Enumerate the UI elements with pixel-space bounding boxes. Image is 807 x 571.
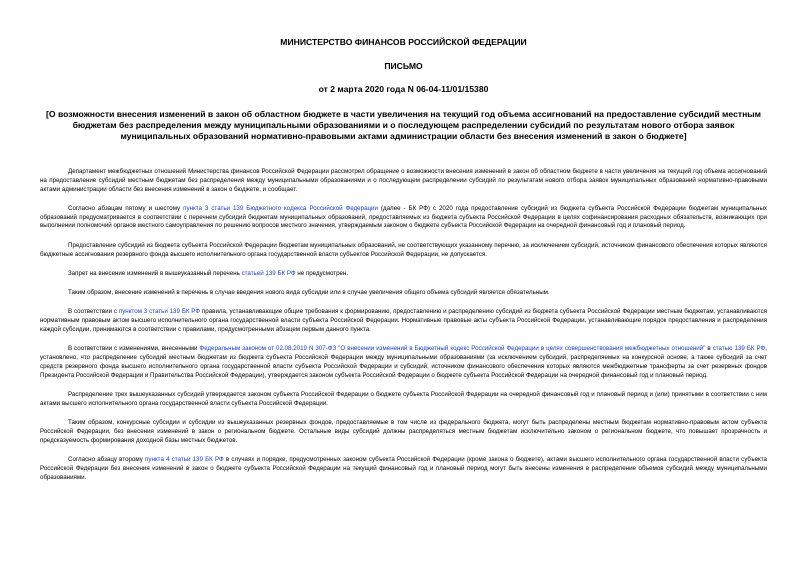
paragraph-text: правила, устанавливающие общие требования к формированию, предоставлению и распределению субсидий из бюджета субъекта Российской Федерации местным бюджетам, устанавливаются нормативным правовым актом высшего исполнительного органа государственной власти субъекта Российской Федерации. Нормативные правовые акты субъекта Российской Федерации, устанавливающие порядок предоставления и распределения каждой субсидии, принимаются в соответствии с правилами, предусмотренными абзацем первым данного пункта. <box>40 308 768 334</box>
date-number-heading: от 2 марта 2020 года N 06-04-11/01/15380 <box>318 84 489 94</box>
paragraph <box>40 289 767 298</box>
ministry-heading: МИНИСТЕРСТВО ФИНАНСОВ РОССИЙСКОЙ ФЕДЕРАЦИИ <box>280 37 527 47</box>
paragraph <box>40 456 767 482</box>
document-body <box>40 168 767 482</box>
paragraph <box>40 242 767 260</box>
paragraph-text: Согласно абзацам пятому и шестому <box>68 204 184 212</box>
paragraph <box>40 345 767 380</box>
paragraph-text: Запрет на внесение изменений в вышеуказанный перечень <box>68 269 242 277</box>
paragraph-text: В соответствии с <box>68 308 119 316</box>
paragraph <box>40 419 767 445</box>
document-subject: [О возможности внесения изменений в закон об областном бюджете в части увеличения на текущий год объема ассигнований на предоставление субсидий местным бюджетам без распределения между муниципальными образованиями и о последующем распределении субсидий по результатам нового отбора заявок муниципальных образований нормативно-правовыми актами администрации области без внесения изменений в закон о бюджете] <box>46 109 761 141</box>
paragraph-text: в случаях и порядке, предусмотренных законом субъекта Российской Федерации (кроме закона о бюджете), актами высшего исполнительного органа государственной власти субъекта Российской Федерации без внесения изменений в закон о бюджете субъекта Российской Федерации на текущий финансовый год и плановый период могут быть внесены изменения в распределение объемов субсидий между муниципальными образованиями. <box>40 456 767 481</box>
paragraph <box>40 205 767 231</box>
paragraph-text: , установлено, что распределение субсидий местным бюджетам из бюджета субъекта Российской Федерации между муниципальными образованиями (за исключением субсидий, распределяемых на конкурсной основе, а также субсидий за счет средств резервного фонда высшего исполнительного органа государственной власти субъекта Российской Федерации и субсидий, источником финансового обеспечения которых являются межбюджетные трансферты за счет резервных фондов Президента Российской Федерации и Правительства Российской Федерации), утверждается законом субъекта Российской Федерации о бюджете субъекта Российской Федерации на очередной финансовый год и плановый период. <box>40 345 767 379</box>
paragraph-text: в <box>705 345 713 353</box>
paragraph-text: Согласно абзацу второму <box>68 456 146 464</box>
paragraph-text: Предоставление субсидий из бюджета субъекта Российской Федерации бюджетам муниципальных образований, не соответствующих указанному перечню, за исключением субсидий, источником финансового обеспечения которых являются бюджетные ассигнования резервного фонда высшего исполнительного органа государственной власти субъектов Российской Федерации, не допускается. <box>40 241 767 258</box>
paragraph-text: (далее - БК РФ) с 2020 года предоставление субсидий из бюджета субъекта Российской Федерации бюджетам муниципальных образований предусматривается в соответствии с перечнем субсидий бюджетам муниципальных образований, предоставляемых из бюджета субъекта Российской Федерации в целях софинансирования расходных обязательств, возникающих при выполнении полномочий органов местного самоуправления по решению вопросов местного значения, утверждаемым законом о бюджете субъекта Российской Федерации на очередной финансовый год и плановый период. <box>40 204 767 230</box>
paragraph <box>40 168 767 194</box>
document-link[interactable]: Федеральным законом от 02.08.2019 N 307-ФЗ "О внесении изменений в Бюджетный кодекс Российской Федерации в целях совершенствования межбюджетных отношений" <box>199 345 706 353</box>
paragraph <box>40 391 767 409</box>
paragraph-text: не предусмотрен. <box>295 269 349 277</box>
paragraph <box>40 308 767 334</box>
paragraph-text: Таким образом, конкурсные субсидии и субсидии из вышеуказанных резервных фондов, предоставляемые в том числе из федерального бюджета, могут быть распределены местным бюджетам нормативно-правовым актом субъекта Российской Федерации, без внесения изменений в закон о региональном бюджете. Остальные виды субсидий должны распределяться местным бюджетам исключительно законом о региональном бюджете, что повышает прозрачность и предсказуемость формирования доходной базы местных бюджетов. <box>40 419 767 444</box>
paragraph-text: В соответствии с изменениями, внесенными <box>68 345 200 353</box>
paragraph-text: Распределение трех вышеуказанных субсидий утверждается законом субъекта Российской Федерации о бюджете субъекта Российской Федерации на очередной финансовый год и плановый период и (или) принятыми в соответствии с ним актами высшего исполнительного органа государственной власти субъекта Российской Федерации. <box>40 391 767 407</box>
paragraph <box>40 270 767 279</box>
document-link[interactable]: статьей 139 БК РФ <box>241 269 296 277</box>
paragraph-text: Департамент межбюджетных отношений Министерства финансов Российской Федерации рассмотрел обращение о возможности внесения изменений в закон об областном бюджете в части увеличения на текущий год объема ассигнований на предоставление субсидий местным бюджетам без распределения между муниципальными образованиями и о последующем распределении субсидий по результатам нового отбора заявок муниципальных образований нормативно-правовыми актами администрации области без внесения изменений в закон о бюджете, и сообщает. <box>40 168 767 193</box>
document-link[interactable]: статью 139 БК РФ <box>712 345 766 353</box>
document-type-heading: ПИСЬМО <box>384 61 423 71</box>
paragraph-text: Таким образом, внесение изменений в перечень в случае введения нового вида субсидии или в случае увеличения общего объема субсидий является обязательным. <box>68 289 550 297</box>
document-link[interactable]: пункта 4 статьи 139 БК РФ <box>145 456 224 464</box>
document-link[interactable]: пунктом 3 статьи 139 БК РФ <box>118 308 201 316</box>
document-link[interactable]: пункта 3 статьи 139 Бюджетного кодекса Российской Федерации <box>183 204 378 212</box>
